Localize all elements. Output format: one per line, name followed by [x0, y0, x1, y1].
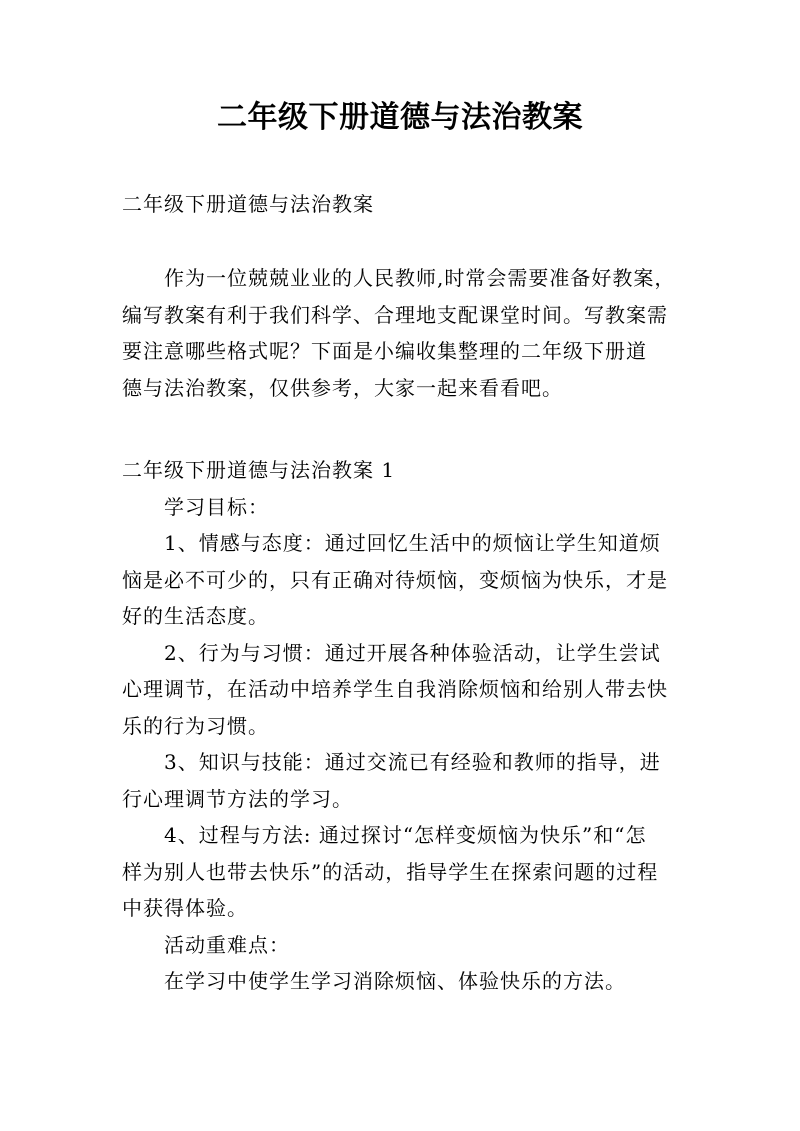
objective-3	[122, 744, 682, 817]
objective-4-line-2: 样为别人也带去快乐”的活动，指导学生在探索问题的过程	[122, 859, 659, 884]
objective-4	[122, 817, 682, 927]
lesson-section	[122, 452, 682, 1000]
intro-line-2: 编写教案有利于我们科学、合理地支配课堂时间。写教案需	[122, 302, 668, 327]
lesson-heading: 二年级下册道德与法治教案 1	[122, 458, 396, 482]
intro-line-1: 作为一位兢兢业业的人民教师,时常会需要准备好教案，	[164, 266, 676, 290]
difficulty-text: 在学习中使学生学习消除烦恼、体验快乐的方法。	[164, 969, 626, 993]
objective-3-line-1: 3、知识与技能：通过交流已有经验和教师的指导，进	[164, 750, 661, 774]
objective-3-line-2: 行心理调节方法的学习。	[122, 786, 353, 811]
intro-paragraph	[122, 260, 682, 406]
objective-2-line-1: 2、行为与习惯：通过开展各种体验活动，让学生尝试	[164, 640, 661, 665]
document-subtitle: 二年级下册道德与法治教案	[122, 192, 374, 216]
objective-1-line-1: 1、情感与态度：通过回忆生活中的烦恼让学生知道烦	[164, 531, 661, 555]
objectives-label: 学习目标：	[164, 494, 269, 519]
difficulty-label: 活动重难点：	[164, 932, 290, 957]
objective-2-line-3: 乐的行为习惯。	[122, 713, 269, 738]
objective-4-line-1: 4、过程与方法: 通过探讨“怎样变烦恼为快乐”和“怎	[164, 823, 647, 847]
objective-4-line-3: 中获得体验。	[122, 896, 248, 920]
objective-2	[122, 635, 682, 745]
objective-2-line-2: 心理调节，在活动中培养学生自我消除烦恼和给别人带去快	[122, 677, 668, 701]
objective-1	[122, 525, 682, 635]
intro-line-3: 要注意哪些格式呢？下面是小编收集整理的二年级下册道	[122, 339, 647, 363]
objective-1-line-3: 好的生活态度。	[122, 604, 269, 628]
document-title: 二年级下册道德与法治教案	[217, 100, 583, 135]
intro-line-4: 德与法治教案，仅供参考，大家一起来看看吧。	[122, 375, 563, 400]
objective-1-line-2: 恼是必不可少的，只有正确对待烦恼，变烦恼为快乐，才是	[122, 567, 668, 592]
